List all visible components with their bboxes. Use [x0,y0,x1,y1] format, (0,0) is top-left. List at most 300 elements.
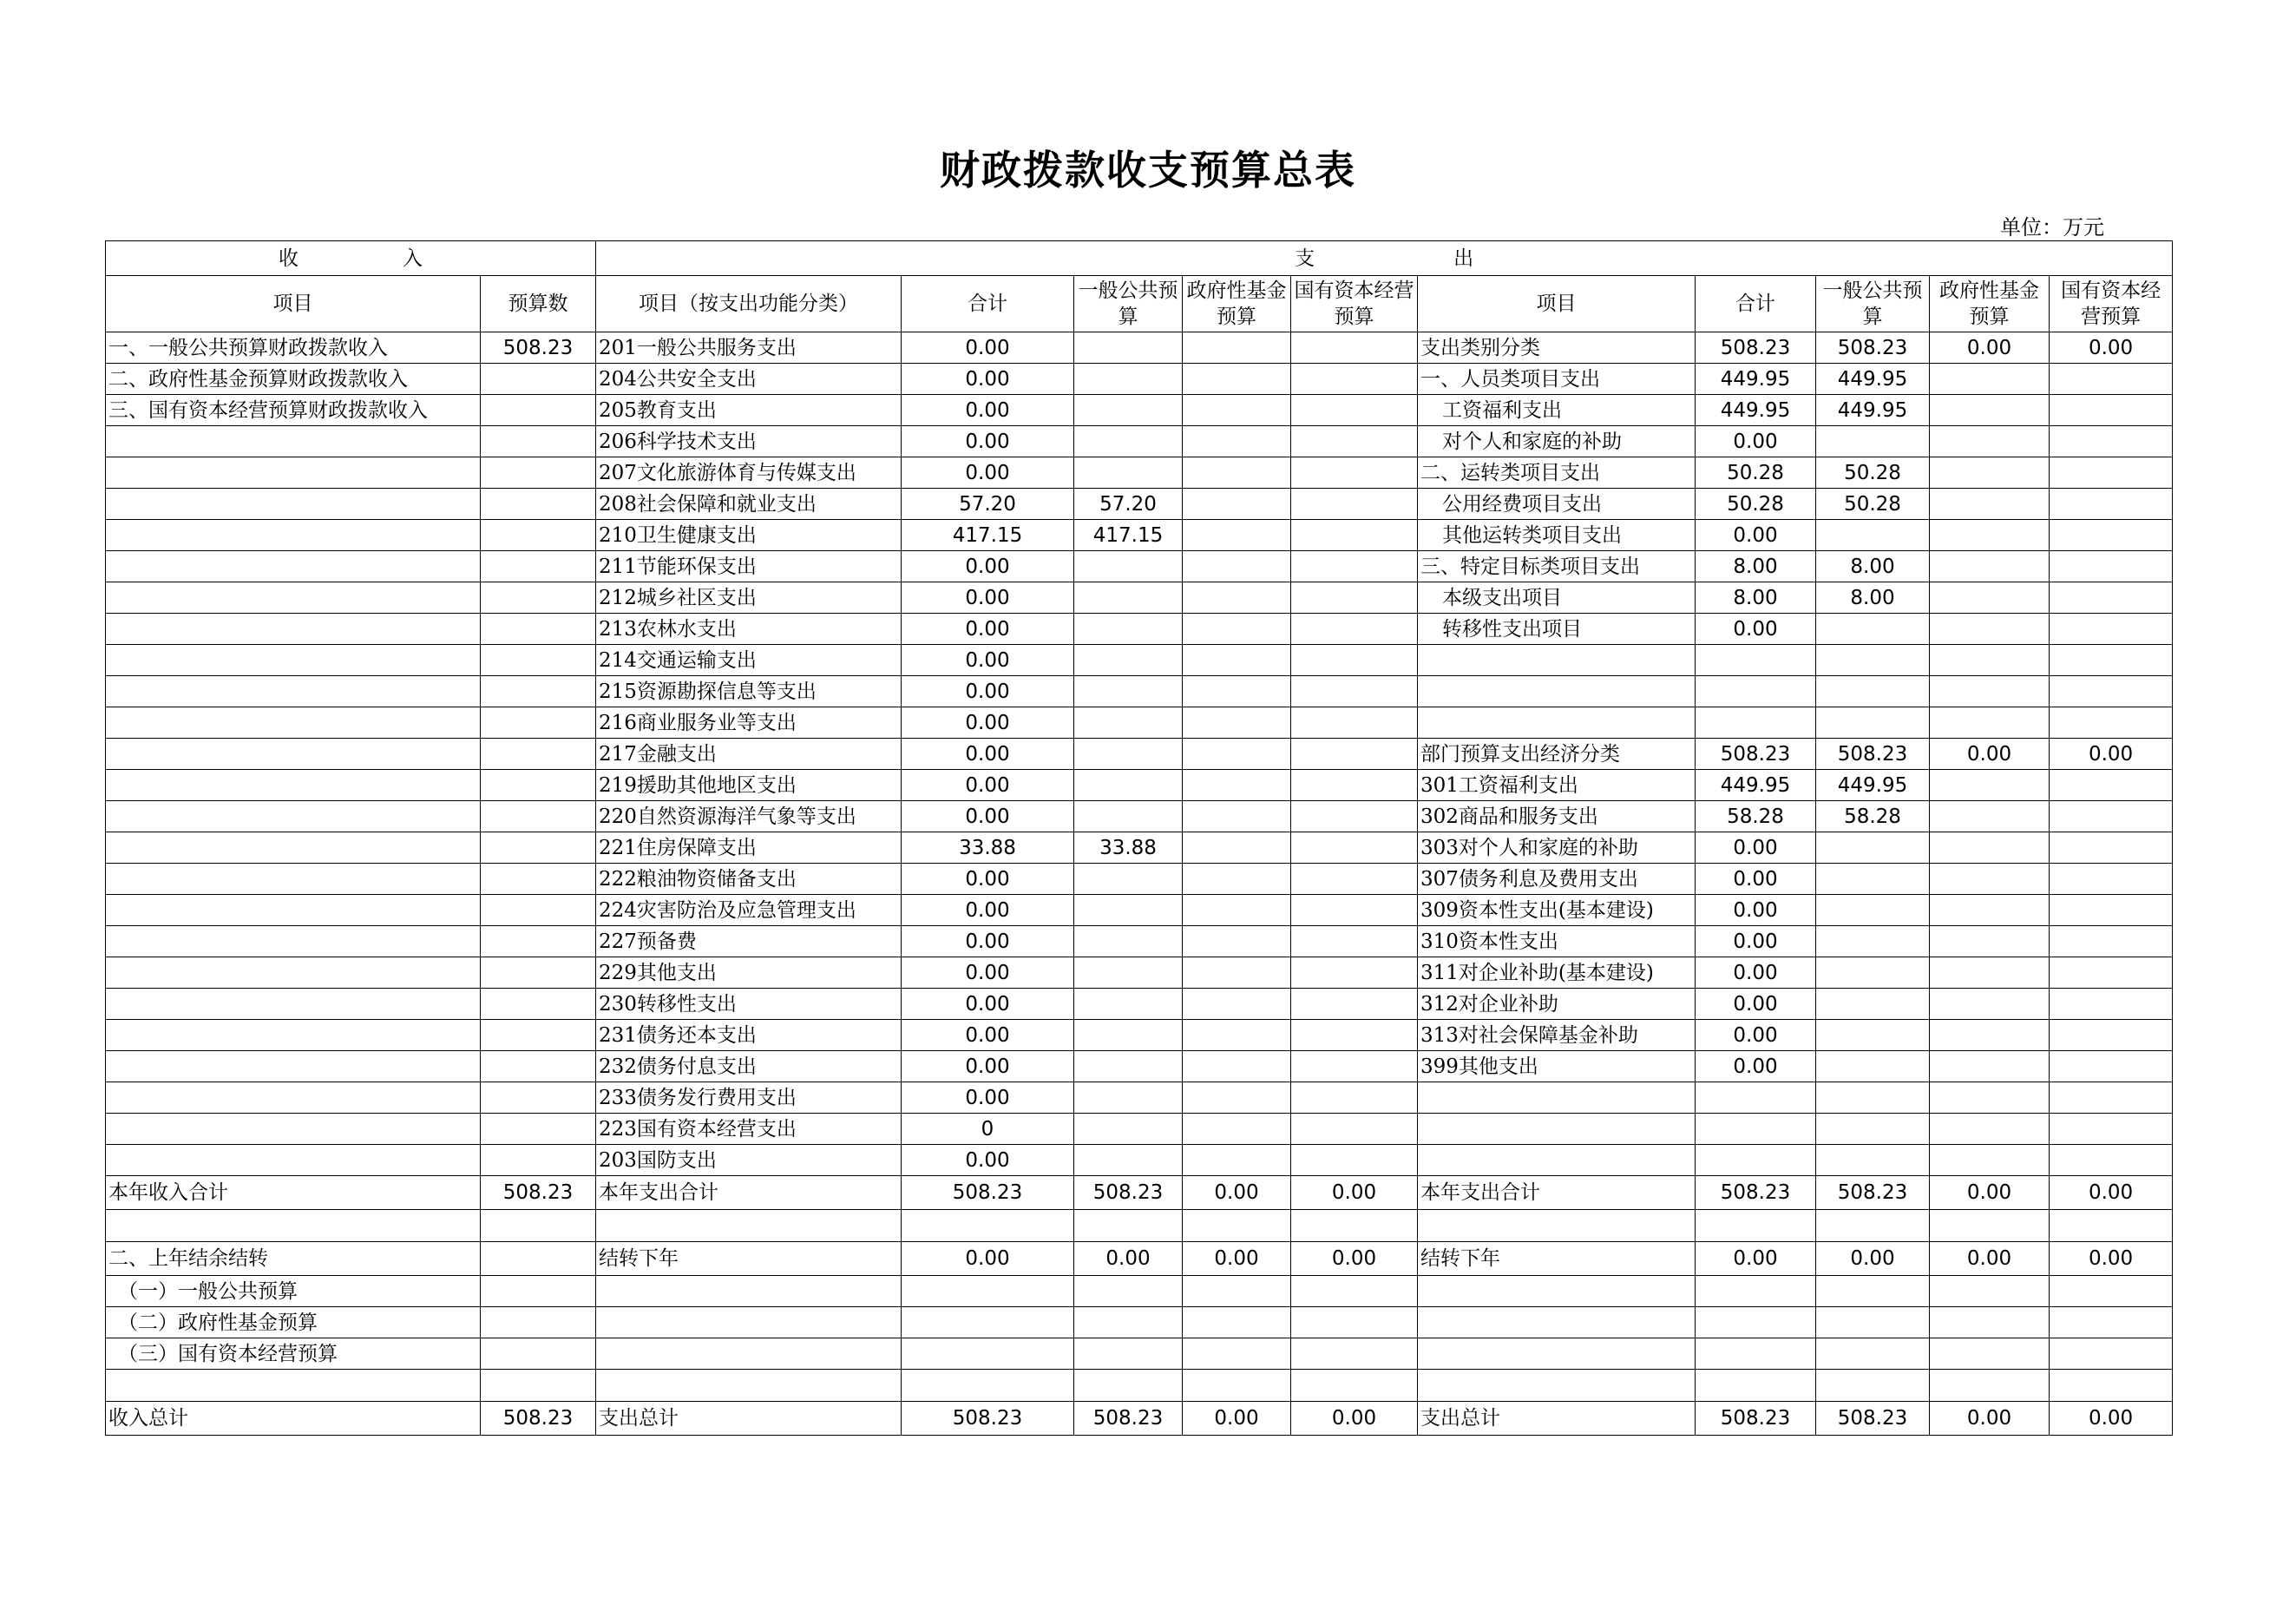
table-cell: 0.00 [902,364,1074,395]
table-cell [1816,926,1930,957]
table-cell [1291,551,1418,582]
table-cell: 214交通运输支出 [596,645,902,676]
table-cell: 508.23 [481,332,596,364]
table-cell [1418,1114,1696,1145]
table-cell [1816,989,1930,1020]
table-cell: 215资源勘探信息等支出 [596,676,902,707]
table-cell [2050,1307,2173,1338]
table-cell [1816,1307,1930,1338]
table-cell: 0 [902,1114,1074,1145]
table-cell: 223国有资本经营支出 [596,1114,902,1145]
table-row [106,1020,2173,1051]
table-cell: 其他运转类项目支出 [1418,520,1696,551]
table-cell: 303对个人和家庭的补助 [1418,832,1696,864]
table-cell [1930,426,2050,457]
table-cell: 0.00 [1183,1402,1291,1436]
table-cell [2050,926,2173,957]
table-cell: 58.28 [1816,801,1930,832]
table-row [106,864,2173,895]
table-cell [1291,1276,1418,1307]
table-row [106,1276,2173,1307]
income-section-header: 收 入 [106,241,596,276]
table-cell [1183,1370,1291,1402]
table-cell [481,1082,596,1114]
table-cell [1930,707,2050,739]
table-cell [1291,926,1418,957]
table-cell: 0.00 [902,1051,1074,1082]
table-cell [1418,1338,1696,1370]
table-cell: （一）一般公共预算 [106,1276,481,1307]
table-cell [1183,582,1291,614]
table-cell [1074,364,1183,395]
table-cell [1074,801,1183,832]
table-cell [106,1210,481,1242]
table-cell: 208社会保障和就业支出 [596,489,902,520]
table-cell [1074,395,1183,426]
table-cell [106,426,481,457]
table-cell [1291,520,1418,551]
table-cell [481,1114,596,1145]
table-cell: 212城乡社区支出 [596,582,902,614]
table-cell [1183,489,1291,520]
table-cell: 232债务付息支出 [596,1051,902,1082]
table-cell: 417.15 [902,520,1074,551]
table-cell [481,801,596,832]
table-cell: 508.23 [1074,1176,1183,1210]
table-cell: 211节能环保支出 [596,551,902,582]
table-cell [1291,426,1418,457]
table-cell [1930,1114,2050,1145]
col-exp-gov-fund: 政府性基金预算 [1183,276,1291,332]
table-cell [2050,1051,2173,1082]
table-cell [1816,1051,1930,1082]
table-cell: 0.00 [1930,739,2050,770]
table-cell [1291,1145,1418,1176]
table-cell [1418,1145,1696,1176]
table-cell [1930,926,2050,957]
table-row [106,332,2173,364]
table-cell [481,832,596,864]
table-cell [1291,1338,1418,1370]
table-cell: 206科学技术支出 [596,426,902,457]
table-cell [106,1082,481,1114]
table-cell [1074,582,1183,614]
table-cell [1183,332,1291,364]
table-cell: 210卫生健康支出 [596,520,902,551]
table-cell: 0.00 [2050,1242,2173,1276]
table-cell [1930,1020,2050,1051]
table-cell: 本级支出项目 [1418,582,1696,614]
table-cell [596,1370,902,1402]
table-cell: 0.00 [902,426,1074,457]
table-cell: 508.23 [1696,739,1816,770]
table-cell [1930,989,2050,1020]
table-cell [481,1020,596,1051]
table-cell: 307债务利息及费用支出 [1418,864,1696,895]
table-cell [1816,520,1930,551]
table-cell [1074,1370,1183,1402]
table-cell: 230转移性支出 [596,989,902,1020]
table-cell: 0.00 [902,551,1074,582]
table-cell: 0.00 [902,645,1074,676]
table-cell [1183,426,1291,457]
col-income-budget: 预算数 [481,276,596,332]
table-cell [596,1338,902,1370]
table-cell: 0.00 [1930,1402,2050,1436]
table-cell [1816,832,1930,864]
table-cell [1074,739,1183,770]
table-cell [1074,1276,1183,1307]
table-cell: 0.00 [2050,1176,2173,1210]
table-cell: 0.00 [1696,926,1816,957]
table-cell [2050,1020,2173,1051]
table-cell [1183,957,1291,989]
table-cell [106,1370,481,1402]
table-cell [481,770,596,801]
table-cell: 本年支出合计 [1418,1176,1696,1210]
table-cell [481,1338,596,1370]
table-cell [2050,1210,2173,1242]
table-cell [1183,1338,1291,1370]
table-cell [2050,489,2173,520]
table-cell [106,1145,481,1176]
table-cell: 449.95 [1816,770,1930,801]
table-cell: 0.00 [902,895,1074,926]
table-cell: 0.00 [902,395,1074,426]
table-cell: 231债务还本支出 [596,1020,902,1051]
table-cell [1816,1145,1930,1176]
table-cell [1930,520,2050,551]
table-row [106,707,2173,739]
table-row [106,614,2173,645]
table-cell: 508.23 [1696,1402,1816,1436]
table-cell [106,520,481,551]
table-cell [2050,770,2173,801]
table-cell [106,489,481,520]
table-cell: 221住房保障支出 [596,832,902,864]
table-cell: 508.23 [1816,332,1930,364]
table-cell [1816,1370,1930,1402]
table-cell: 一、人员类项目支出 [1418,364,1696,395]
table-cell: 207文化旅游体育与传媒支出 [596,457,902,489]
table-cell: 508.23 [1816,1402,1930,1436]
table-cell [2050,1276,2173,1307]
table-row [106,926,2173,957]
table-cell: 311对企业补助(基本建设) [1418,957,1696,989]
table-cell [481,645,596,676]
table-cell: 0.00 [902,1242,1074,1276]
table-cell [1074,1338,1183,1370]
table-cell [1291,832,1418,864]
table-row [106,1051,2173,1082]
table-row [106,957,2173,989]
table-cell [1696,707,1816,739]
table-cell [1930,801,2050,832]
table-cell: 57.20 [902,489,1074,520]
table-cell [1074,426,1183,457]
table-cell [1291,1210,1418,1242]
table-cell [1183,1307,1291,1338]
table-cell [1074,676,1183,707]
table-cell [902,1338,1074,1370]
table-row [106,1242,2173,1276]
table-cell [1074,1020,1183,1051]
table-cell [1183,989,1291,1020]
table-cell [2050,895,2173,926]
table-cell: 0.00 [1696,1051,1816,1082]
table-cell [106,1020,481,1051]
table-cell [1183,801,1291,832]
table-cell [1291,676,1418,707]
column-header-row [106,276,2173,332]
col-income-item: 项目 [106,276,481,332]
col-exp-item: 项目（按支出功能分类） [596,276,902,332]
table-cell [1183,1145,1291,1176]
table-cell: 313对社会保障基金补助 [1418,1020,1696,1051]
table-cell: 508.23 [1696,1176,1816,1210]
table-cell [106,801,481,832]
table-cell [1074,1210,1183,1242]
table-cell [1074,1307,1183,1338]
table-cell [1183,614,1291,645]
table-cell: 449.95 [1816,364,1930,395]
table-cell [1696,1082,1816,1114]
table-cell [1291,770,1418,801]
table-cell [481,582,596,614]
table-cell [481,614,596,645]
table-row [106,676,2173,707]
table-cell [1183,1114,1291,1145]
table-cell: 0.00 [2050,332,2173,364]
table-cell: 508.23 [1816,1176,1930,1210]
table-cell [1930,895,2050,926]
table-cell [2050,645,2173,676]
table-cell: 217金融支出 [596,739,902,770]
expense-section-header: 支 出 [596,241,2173,276]
table-cell: 8.00 [1696,551,1816,582]
table-cell: 支出总计 [1418,1402,1696,1436]
table-cell: 0.00 [902,707,1074,739]
table-cell [481,551,596,582]
table-cell [1074,551,1183,582]
table-cell [1816,864,1930,895]
table-cell [1074,332,1183,364]
table-cell: 302商品和服务支出 [1418,801,1696,832]
table-cell [481,520,596,551]
table-row [106,1114,2173,1145]
table-cell [1291,332,1418,364]
table-cell [1074,1145,1183,1176]
table-cell [1183,1276,1291,1307]
table-cell [1183,770,1291,801]
table-cell [1183,739,1291,770]
table-cell [1816,1276,1930,1307]
table-cell: 58.28 [1696,801,1816,832]
table-cell: 0.00 [1930,332,2050,364]
table-cell [2050,957,2173,989]
table-cell [1930,551,2050,582]
table-cell [1816,614,1930,645]
table-cell [106,1114,481,1145]
table-cell [106,957,481,989]
table-cell [481,707,596,739]
table-cell [902,1276,1074,1307]
table-cell: 支出总计 [596,1402,902,1436]
table-cell [1291,895,1418,926]
table-cell: 220自然资源海洋气象等支出 [596,801,902,832]
table-cell [481,489,596,520]
table-cell [1291,1307,1418,1338]
table-cell: 0.00 [1930,1242,2050,1276]
table-cell [1183,832,1291,864]
table-cell [481,989,596,1020]
table-cell [1816,1020,1930,1051]
table-cell: 229其他支出 [596,957,902,989]
table-row [106,895,2173,926]
table-cell: 0.00 [1816,1242,1930,1276]
table-cell [1074,864,1183,895]
col-cat-gov-fund: 政府性基金预算 [1930,276,2050,332]
table-cell: 222粮油物资储备支出 [596,864,902,895]
table-cell [1183,1051,1291,1082]
table-cell: 0.00 [902,926,1074,957]
table-cell [1074,895,1183,926]
table-cell [106,645,481,676]
table-cell: 0.00 [2050,1402,2173,1436]
col-cat-general: 一般公共预算 [1816,276,1930,332]
table-cell: 449.95 [1696,364,1816,395]
table-cell [1418,1370,1696,1402]
table-cell [481,739,596,770]
table-cell [1816,1338,1930,1370]
table-cell [1930,457,2050,489]
table-cell: 结转下年 [1418,1242,1696,1276]
table-cell [1291,989,1418,1020]
table-cell [1696,676,1816,707]
table-cell [1074,957,1183,989]
table-cell: 0.00 [1183,1242,1291,1276]
table-cell [1183,551,1291,582]
table-cell: 0.00 [1291,1242,1418,1276]
table-cell [1291,614,1418,645]
table-cell [1183,926,1291,957]
table-cell [481,457,596,489]
table-cell [1291,864,1418,895]
table-cell [481,1242,596,1276]
table-cell [106,457,481,489]
table-cell: 312对企业补助 [1418,989,1696,1020]
table-cell [106,895,481,926]
table-cell [2050,551,2173,582]
table-cell [481,926,596,957]
table-cell [2050,1082,2173,1114]
table-cell: 二、政府性基金预算财政拨款收入 [106,364,481,395]
table-cell [1816,1114,1930,1145]
table-cell: 三、特定目标类项目支出 [1418,551,1696,582]
table-cell: 309资本性支出(基本建设) [1418,895,1696,926]
table-cell [1074,614,1183,645]
table-cell [106,864,481,895]
table-cell [1696,645,1816,676]
table-cell [481,1276,596,1307]
table-cell: 0.00 [1930,1176,2050,1210]
table-cell: 二、运转类项目支出 [1418,457,1696,489]
table-row [106,645,2173,676]
table-cell [1183,1082,1291,1114]
table-cell [1930,1307,2050,1338]
table-cell [1291,801,1418,832]
col-exp-total: 合计 [902,276,1074,332]
table-cell: 0.00 [902,457,1074,489]
table-cell [1930,832,2050,864]
table-cell: 50.28 [1816,489,1930,520]
table-cell: 0.00 [902,801,1074,832]
table-cell [1816,1210,1930,1242]
table-cell: 508.23 [902,1176,1074,1210]
table-cell [1816,707,1930,739]
table-cell [106,707,481,739]
table-cell [2050,426,2173,457]
table-cell [1930,395,2050,426]
table-cell [1074,707,1183,739]
table-cell: 0.00 [1291,1176,1418,1210]
table-cell [1816,676,1930,707]
table-cell [1291,957,1418,989]
table-cell [1074,457,1183,489]
table-cell: 0.00 [1696,832,1816,864]
table-cell: 三、国有资本经营预算财政拨款收入 [106,395,481,426]
table-row [106,457,2173,489]
col-exp-state-capital: 国有资本经营预算 [1291,276,1418,332]
table-cell [1930,1276,2050,1307]
table-cell [1074,926,1183,957]
unit-label: 单位：万元 [2000,215,2104,240]
table-cell [1291,1051,1418,1082]
table-cell [481,1210,596,1242]
table-cell [2050,364,2173,395]
table-cell: 公用经费项目支出 [1418,489,1696,520]
table-cell: 0.00 [902,957,1074,989]
table-cell: 508.23 [481,1176,596,1210]
table-cell [1816,1082,1930,1114]
col-cat-total: 合计 [1696,276,1816,332]
table-cell [1816,895,1930,926]
table-cell [1074,770,1183,801]
table-cell: 219援助其他地区支出 [596,770,902,801]
table-cell [1183,395,1291,426]
table-cell [1696,1307,1816,1338]
table-cell [1291,1082,1418,1114]
table-cell [2050,1338,2173,1370]
table-row [106,739,2173,770]
table-cell [1930,614,2050,645]
table-cell [2050,801,2173,832]
table-cell [1291,739,1418,770]
table-cell: 对个人和家庭的补助 [1418,426,1696,457]
table-cell [1930,957,2050,989]
table-cell [596,1210,902,1242]
table-cell [1183,520,1291,551]
table-cell [2050,676,2173,707]
table-cell [1291,489,1418,520]
table-cell: 0.00 [1183,1176,1291,1210]
table-cell: 0.00 [902,1082,1074,1114]
table-cell [1930,1210,2050,1242]
table-cell [481,1051,596,1082]
table-cell [1930,1370,2050,1402]
table-cell [1074,1082,1183,1114]
table-cell: 8.00 [1696,582,1816,614]
